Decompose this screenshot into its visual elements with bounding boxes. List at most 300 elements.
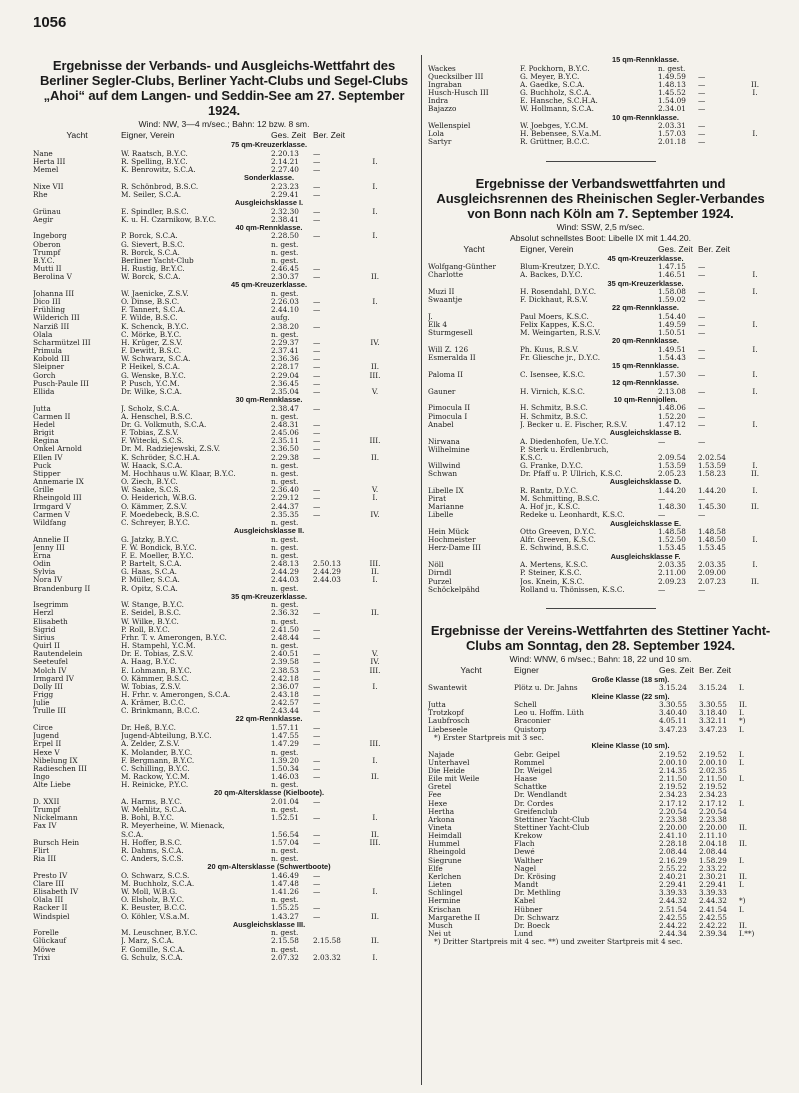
yacht-name: Krischan bbox=[428, 905, 461, 914]
page-number: 1056 bbox=[33, 14, 67, 31]
result-row bbox=[33, 503, 415, 511]
owner-club: F. Moedebeck, B.S.C. bbox=[121, 510, 200, 519]
total-time: 2.17.12 bbox=[659, 799, 687, 808]
owner-club: J. Scholz, S.C.A. bbox=[121, 404, 180, 413]
yacht-name bbox=[33, 831, 121, 839]
class-heading: Ausgleichsklasse B. bbox=[609, 427, 682, 437]
yacht-name: Flirt bbox=[33, 846, 50, 855]
total-time: 2.38.41 bbox=[271, 215, 299, 224]
corrected-time: 3.30.55 bbox=[699, 701, 727, 710]
owner-club: Dr. G. Volkmuth, S.C.A. bbox=[121, 420, 207, 429]
owner-club: H. Krüger, Z.S.V. bbox=[121, 338, 183, 347]
yacht-name: Libelle IX bbox=[428, 486, 464, 495]
total-time: 2.29.41 bbox=[271, 190, 299, 199]
result-row bbox=[33, 904, 415, 912]
owner-club: E. Seidel, B.S.C. bbox=[121, 609, 181, 618]
total-time: 2.40.21 bbox=[659, 872, 687, 881]
total-time: 2.23.23 bbox=[271, 182, 299, 191]
total-time: 1.54.09 bbox=[658, 97, 686, 106]
owner-club: E. Schwind, B.S.C. bbox=[520, 544, 589, 553]
owner-club: Stettiner Yacht-Club bbox=[514, 815, 590, 824]
total-time: 1.49.59 bbox=[658, 72, 686, 81]
result-row bbox=[33, 158, 415, 166]
corrected-time: — bbox=[313, 355, 321, 364]
total-time: 1.49.59 bbox=[658, 321, 686, 330]
result-row bbox=[33, 798, 415, 806]
yacht-name: Gauner bbox=[428, 387, 456, 396]
yacht-name: Eile mit Weile bbox=[428, 775, 480, 784]
total-time: 1.50.51 bbox=[658, 329, 686, 338]
yacht-name: Ria III bbox=[33, 854, 57, 863]
corrected-time: 2.15.58 bbox=[313, 937, 341, 946]
result-row bbox=[33, 618, 415, 626]
class-heading: 12 qm-Rennklasse. bbox=[612, 378, 679, 388]
yacht-name: Sturmgesell bbox=[428, 329, 473, 338]
total-time: 3.47.23 bbox=[659, 725, 687, 734]
corrected-time: — bbox=[313, 273, 321, 282]
corrected-time: — bbox=[313, 609, 321, 618]
yacht-name: Nixe VII bbox=[33, 182, 64, 191]
result-row bbox=[33, 552, 415, 560]
total-time: 2.29.12 bbox=[271, 494, 299, 503]
yacht-name: Scharmützel III bbox=[33, 338, 91, 347]
yacht-name: Arkona bbox=[428, 815, 455, 824]
placing: II. bbox=[739, 823, 748, 832]
owner-club: O. Kämmer, Z.S.V. bbox=[121, 502, 188, 511]
owner-club: R. Schönbrod, B.S.C. bbox=[121, 182, 199, 191]
result-row bbox=[428, 263, 773, 271]
result-row bbox=[428, 717, 773, 725]
owner-club: W. Haack, S.C.A. bbox=[121, 461, 183, 470]
corrected-time bbox=[313, 536, 355, 544]
yacht-name: Ellida bbox=[33, 387, 55, 396]
owner-club: G. Buchholz, S.C.A. bbox=[520, 89, 592, 98]
total-time: 2.51.54 bbox=[659, 905, 687, 914]
corrected-time bbox=[313, 585, 355, 593]
class-heading: 40 qm-Rennklasse. bbox=[235, 222, 303, 232]
corrected-time: 1.45.30 bbox=[698, 503, 726, 512]
corrected-time: — bbox=[313, 871, 321, 880]
owner-club: P. Bartelt, S.C.A. bbox=[121, 560, 182, 569]
owner-club: A. Harms, B.Y.C. bbox=[121, 797, 182, 806]
corrected-time bbox=[313, 478, 355, 486]
owner-club: W. Wilke, B.Y.C. bbox=[121, 617, 179, 626]
result-row bbox=[428, 832, 773, 840]
yacht-name: Pimocula II bbox=[428, 404, 471, 413]
yacht-name: Carmen V bbox=[33, 510, 70, 519]
owner-club: W. Stange, B.Y.C. bbox=[121, 601, 184, 610]
owner-club: P. Müller, S.C.A. bbox=[121, 576, 180, 585]
placing bbox=[355, 323, 395, 331]
owner-club: Dr. Weigel bbox=[514, 766, 553, 775]
owner-club: Dr. Krösing bbox=[514, 872, 556, 881]
corrected-time bbox=[313, 470, 355, 478]
corrected-time: — bbox=[698, 130, 706, 139]
class-heading: 30 qm-Rennklasse. bbox=[235, 395, 303, 405]
placing bbox=[740, 65, 770, 73]
class-heading: Kleine Klasse (10 sm). bbox=[591, 740, 670, 750]
owner-club: H. Hoffer, B.S.C. bbox=[121, 838, 182, 847]
result-row bbox=[33, 232, 415, 240]
class-heading: 20 qm-Rennklasse. bbox=[612, 336, 679, 346]
owner-club: P. Steiner, K.S.C. bbox=[520, 569, 582, 578]
owner-club: S.C.A. bbox=[121, 830, 144, 839]
placing: I. bbox=[739, 856, 745, 865]
total-time: 2.11.50 bbox=[659, 775, 687, 784]
header-cell: Eigner bbox=[514, 664, 539, 675]
total-time: 2.14.21 bbox=[271, 157, 299, 166]
total-time: n. gest. bbox=[271, 248, 299, 257]
total-time: 2.28.18 bbox=[659, 840, 687, 849]
total-time: 2.36.50 bbox=[271, 445, 299, 454]
total-time: 2.44.29 bbox=[271, 568, 299, 577]
placing bbox=[355, 634, 395, 642]
owner-club: Jos. Knein, K.S.C. bbox=[520, 577, 585, 586]
owner-club: K. Beuster, B.C.C. bbox=[121, 904, 187, 913]
yacht-name: Seeteufel bbox=[33, 658, 68, 667]
placing bbox=[740, 495, 770, 503]
yacht-name: Musch bbox=[428, 921, 453, 930]
total-time: 1.54.43 bbox=[658, 354, 686, 363]
placing: I. bbox=[752, 271, 758, 280]
corrected-time: 1.53.45 bbox=[698, 544, 726, 553]
placing bbox=[355, 626, 395, 634]
corrected-time: — bbox=[313, 625, 321, 634]
owner-club: Krekow bbox=[514, 832, 543, 841]
owner-club: R. Borck, S.C.A. bbox=[121, 248, 180, 257]
total-time: n. gest. bbox=[271, 584, 299, 593]
owner-club: M. Seiler, S.C.A. bbox=[121, 190, 182, 199]
corrected-time: — bbox=[698, 354, 706, 363]
owner-club: Lund bbox=[514, 930, 533, 939]
owner-club: Berliner Yacht-Club bbox=[121, 256, 194, 265]
total-time: — bbox=[658, 495, 666, 504]
corrected-time: — bbox=[698, 387, 706, 396]
placing bbox=[739, 865, 769, 873]
owner-club: O. Köhler, V.S.a.M. bbox=[121, 912, 190, 921]
header-cell: Ber. Zeit bbox=[313, 130, 345, 140]
class-heading: Sonderklasse. bbox=[243, 173, 295, 183]
yacht-name: Möwe bbox=[33, 945, 56, 954]
placing bbox=[355, 519, 395, 527]
yacht-name: Frigg bbox=[33, 690, 54, 699]
owner-club: M. Buchholz, S.C.A. bbox=[121, 879, 195, 888]
placing bbox=[355, 707, 395, 715]
owner-club: Alfr. Greeven, K.S.C. bbox=[520, 536, 596, 545]
placing bbox=[355, 413, 395, 421]
owner-club: Dr. Heß, B.Y.C. bbox=[121, 724, 176, 733]
result-row bbox=[33, 839, 415, 847]
corrected-time: 2.42.55 bbox=[699, 913, 727, 922]
yacht-name: Regina bbox=[33, 437, 59, 446]
result-row bbox=[33, 675, 415, 683]
total-time: 1.49.51 bbox=[658, 346, 686, 355]
placing: V. bbox=[371, 650, 379, 659]
class-heading: Ausgleichsklasse E. bbox=[609, 518, 682, 528]
corrected-time: — bbox=[698, 89, 706, 98]
placing: II. bbox=[739, 840, 748, 849]
corrected-time: — bbox=[313, 322, 321, 331]
placing: I. bbox=[739, 758, 745, 767]
result-row bbox=[428, 759, 773, 767]
result-row bbox=[428, 503, 773, 511]
yacht-name: Heimdall bbox=[428, 832, 462, 841]
placing: III. bbox=[369, 437, 381, 446]
yacht-name: Jutta bbox=[33, 404, 51, 413]
total-time: 2.35.04 bbox=[271, 387, 299, 396]
result-row bbox=[428, 65, 773, 73]
result-row bbox=[428, 288, 773, 296]
total-time: 1.52.50 bbox=[658, 536, 686, 545]
owner-club: Dr. Cordes bbox=[514, 799, 554, 808]
result-row bbox=[428, 446, 773, 454]
corrected-time: 2.03.35 bbox=[698, 561, 726, 570]
yacht-name: Mutti II bbox=[33, 265, 62, 274]
corrected-time: — bbox=[313, 502, 321, 511]
placing: I. bbox=[752, 130, 758, 139]
owner-club: Nagel bbox=[514, 864, 537, 873]
corrected-time: 2.20.00 bbox=[699, 823, 727, 832]
placing bbox=[355, 421, 395, 429]
result-row bbox=[33, 740, 415, 748]
owner-club: Jugend-Abteilung, B.Y.C. bbox=[121, 732, 212, 741]
placing: I. bbox=[752, 420, 758, 429]
result-row bbox=[33, 191, 415, 199]
total-time: n. gest. bbox=[271, 806, 299, 815]
corrected-time: — bbox=[313, 666, 321, 675]
placing bbox=[355, 781, 395, 789]
result-row bbox=[33, 667, 415, 675]
yacht-name: Sartyr bbox=[428, 138, 452, 147]
owner-club: H. Frhr. v. Amerongen, S.C.A. bbox=[121, 690, 231, 699]
header-cell: Ges. Zeit bbox=[271, 130, 306, 140]
corrected-time: — bbox=[313, 215, 321, 224]
column-divider bbox=[421, 55, 422, 1085]
owner-club: Dr. M. Radziejewski, Z.S.V. bbox=[121, 445, 221, 454]
yacht-name: Bursch Hein bbox=[33, 838, 80, 847]
yacht-name: Carmen II bbox=[33, 412, 71, 421]
corrected-time: 2.09.00 bbox=[698, 569, 726, 578]
total-time: 2.32.30 bbox=[271, 207, 299, 216]
owner-club: O. Elsholz, B.Y.C. bbox=[121, 896, 185, 905]
result-row bbox=[428, 751, 773, 759]
yacht-name: Olala III bbox=[33, 896, 64, 905]
total-time: 1.39.20 bbox=[271, 756, 299, 765]
total-time: 2.36.32 bbox=[271, 609, 299, 618]
owner-club: F. Tobias, Z.S.V. bbox=[121, 429, 179, 438]
corrected-time: — bbox=[313, 149, 321, 158]
yacht-name: Wolfgang-Günther bbox=[428, 263, 496, 272]
placing bbox=[739, 808, 769, 816]
owner-club: Ph. Kuus, R.S.V. bbox=[520, 346, 579, 355]
corrected-time: — bbox=[313, 814, 321, 823]
placing: V. bbox=[371, 486, 379, 495]
result-row bbox=[33, 913, 415, 921]
owner-club: Quistorp bbox=[514, 725, 547, 734]
total-time: n. gest. bbox=[271, 617, 299, 626]
placing bbox=[739, 914, 769, 922]
corrected-time: — bbox=[698, 296, 706, 305]
owner-club: K. Molander, B.Y.C. bbox=[121, 748, 193, 757]
total-time: 2.36.36 bbox=[271, 355, 299, 364]
placing bbox=[740, 105, 770, 113]
owner-club: Fr. Gliesche jr., D.Y.C. bbox=[520, 354, 601, 363]
corrected-time: — bbox=[313, 904, 321, 913]
corrected-time: 2.02.35 bbox=[699, 766, 727, 775]
corrected-time: — bbox=[313, 429, 321, 438]
corrected-time: — bbox=[313, 347, 321, 356]
result-row bbox=[33, 707, 415, 715]
placing bbox=[355, 241, 395, 249]
result-row bbox=[428, 824, 773, 832]
corrected-time: 2.19.52 bbox=[699, 783, 727, 792]
corrected-time: — bbox=[313, 888, 321, 897]
owner-club: Braconier bbox=[514, 717, 551, 726]
corrected-time: — bbox=[698, 495, 706, 504]
corrected-time: — bbox=[698, 511, 706, 520]
owner-club: H. Schmitz, B.S.C. bbox=[520, 412, 588, 421]
header-cell: Ges. Zeit bbox=[658, 243, 693, 254]
total-time: 2.28.17 bbox=[271, 363, 299, 372]
placing bbox=[355, 946, 395, 954]
placing bbox=[740, 97, 770, 105]
total-time: n. gest. bbox=[271, 412, 299, 421]
yacht-name: Wildfang bbox=[33, 518, 67, 527]
corrected-time: — bbox=[698, 313, 706, 321]
owner-club: O. Heiderich, W.B.G. bbox=[121, 494, 197, 503]
placing: I. bbox=[739, 775, 745, 784]
placing bbox=[740, 329, 770, 337]
total-time: 2.01.18 bbox=[658, 138, 686, 147]
yacht-name: Kerlchen bbox=[428, 872, 462, 881]
yacht-name: Clare III bbox=[33, 879, 65, 888]
yacht-name: Radieschen III bbox=[33, 764, 87, 773]
yacht-name: Nirwana bbox=[428, 437, 460, 446]
result-row bbox=[33, 249, 415, 257]
placing bbox=[740, 263, 770, 271]
owner-club: Frhr. T. v. Amerongen, B.Y.C. bbox=[121, 633, 227, 642]
result-row bbox=[33, 749, 415, 757]
yacht-name: Hermine bbox=[428, 897, 461, 906]
corrected-time: — bbox=[313, 756, 321, 765]
result-row bbox=[33, 937, 415, 945]
result-row bbox=[33, 347, 415, 355]
corrected-time: — bbox=[698, 122, 706, 131]
owner-club: Paul Moers, K.S.C. bbox=[520, 313, 589, 321]
result-row bbox=[33, 273, 415, 281]
corrected-time: — bbox=[313, 338, 321, 347]
total-time: 2.14.35 bbox=[659, 766, 687, 775]
corrected-time bbox=[313, 896, 355, 904]
result-row bbox=[428, 889, 773, 897]
class-heading: 45 qm-Kreuzerklasse. bbox=[607, 253, 684, 263]
corrected-time: 2.20.54 bbox=[699, 807, 727, 816]
yacht-name: Trulle III bbox=[33, 707, 67, 716]
placing bbox=[355, 290, 395, 298]
owner-club: Leo u. Hoffm. Lüth bbox=[514, 709, 584, 718]
corrected-time: 2.23.38 bbox=[699, 815, 727, 824]
result-row bbox=[33, 478, 415, 486]
total-time: 2.20.13 bbox=[271, 149, 299, 158]
yacht-name: Anabel bbox=[428, 420, 454, 429]
separator-line bbox=[546, 608, 656, 609]
yacht-name: Puck bbox=[33, 461, 52, 470]
result-row bbox=[428, 495, 773, 503]
owner-club: F. Bergmann, B.Y.C. bbox=[121, 756, 195, 765]
placing: I. bbox=[372, 576, 378, 585]
result-row bbox=[428, 816, 773, 824]
corrected-time: — bbox=[313, 772, 321, 781]
yacht-name: Nickelmann bbox=[33, 814, 78, 823]
owner-club: R. Meyerheine, W. Mienack, bbox=[121, 822, 225, 831]
owner-club: A. Backes, D.Y.C. bbox=[520, 271, 583, 280]
placing bbox=[355, 806, 395, 814]
corrected-time: 2.04.18 bbox=[699, 840, 727, 849]
placing: I. bbox=[752, 387, 758, 396]
yacht-name: Rautendelein bbox=[33, 650, 83, 659]
total-time: n. gest. bbox=[271, 854, 299, 863]
yacht-name: Swantewit bbox=[428, 684, 468, 693]
corrected-time: 1.44.20 bbox=[698, 486, 726, 495]
placing bbox=[740, 446, 770, 454]
yacht-name: Sylvia bbox=[33, 568, 56, 577]
yacht-name: Hein Mück bbox=[428, 528, 469, 537]
result-row bbox=[428, 914, 773, 922]
placing bbox=[355, 314, 395, 322]
owner-club: Dr. E. Tobias, Z.S.V. bbox=[121, 650, 194, 659]
owner-club: W. Saake, S.C.S. bbox=[121, 486, 181, 495]
yacht-name: Aegir bbox=[33, 215, 54, 224]
result-row bbox=[428, 462, 773, 470]
placing bbox=[355, 306, 395, 314]
corrected-time bbox=[313, 413, 355, 421]
result-row bbox=[428, 296, 773, 304]
corrected-time bbox=[313, 241, 355, 249]
corrected-time: — bbox=[313, 182, 321, 191]
owner-club: Schattke bbox=[514, 783, 547, 792]
total-time: 1.47.15 bbox=[658, 263, 686, 272]
corrected-time bbox=[313, 946, 355, 954]
header-cell: Yacht bbox=[463, 243, 485, 254]
result-row bbox=[428, 329, 773, 337]
result-row bbox=[428, 840, 773, 848]
corrected-time: — bbox=[313, 658, 321, 667]
placing: II. bbox=[750, 577, 760, 586]
class-heading: Ausgleichsklasse III. bbox=[232, 919, 306, 929]
owner-club: Haase bbox=[514, 775, 538, 784]
corrected-time: — bbox=[698, 321, 706, 330]
placing bbox=[355, 675, 395, 683]
yacht-name: Trumpf bbox=[33, 248, 61, 257]
corrected-time bbox=[313, 847, 355, 855]
placing bbox=[355, 929, 395, 937]
yacht-name: B.Y.C. bbox=[33, 256, 55, 265]
total-time: 3.39.33 bbox=[659, 889, 687, 898]
corrected-time: — bbox=[313, 674, 321, 683]
corrected-time bbox=[313, 462, 355, 470]
placing: IV. bbox=[370, 338, 380, 347]
total-time: n. gest. bbox=[271, 469, 299, 478]
yacht-name: Presto IV bbox=[33, 871, 68, 880]
total-time: 2.01.04 bbox=[271, 797, 299, 806]
total-time: 2.48.13 bbox=[271, 560, 299, 569]
placing bbox=[740, 569, 770, 577]
total-time: 3.30.55 bbox=[659, 701, 687, 710]
corrected-time bbox=[313, 929, 355, 937]
placing bbox=[739, 767, 769, 775]
placing: I. bbox=[739, 709, 745, 718]
footnote: *) Dritter Startpreis mit 4 sec. **) und zweiter Startpreis mit 4 sec. bbox=[434, 937, 683, 947]
